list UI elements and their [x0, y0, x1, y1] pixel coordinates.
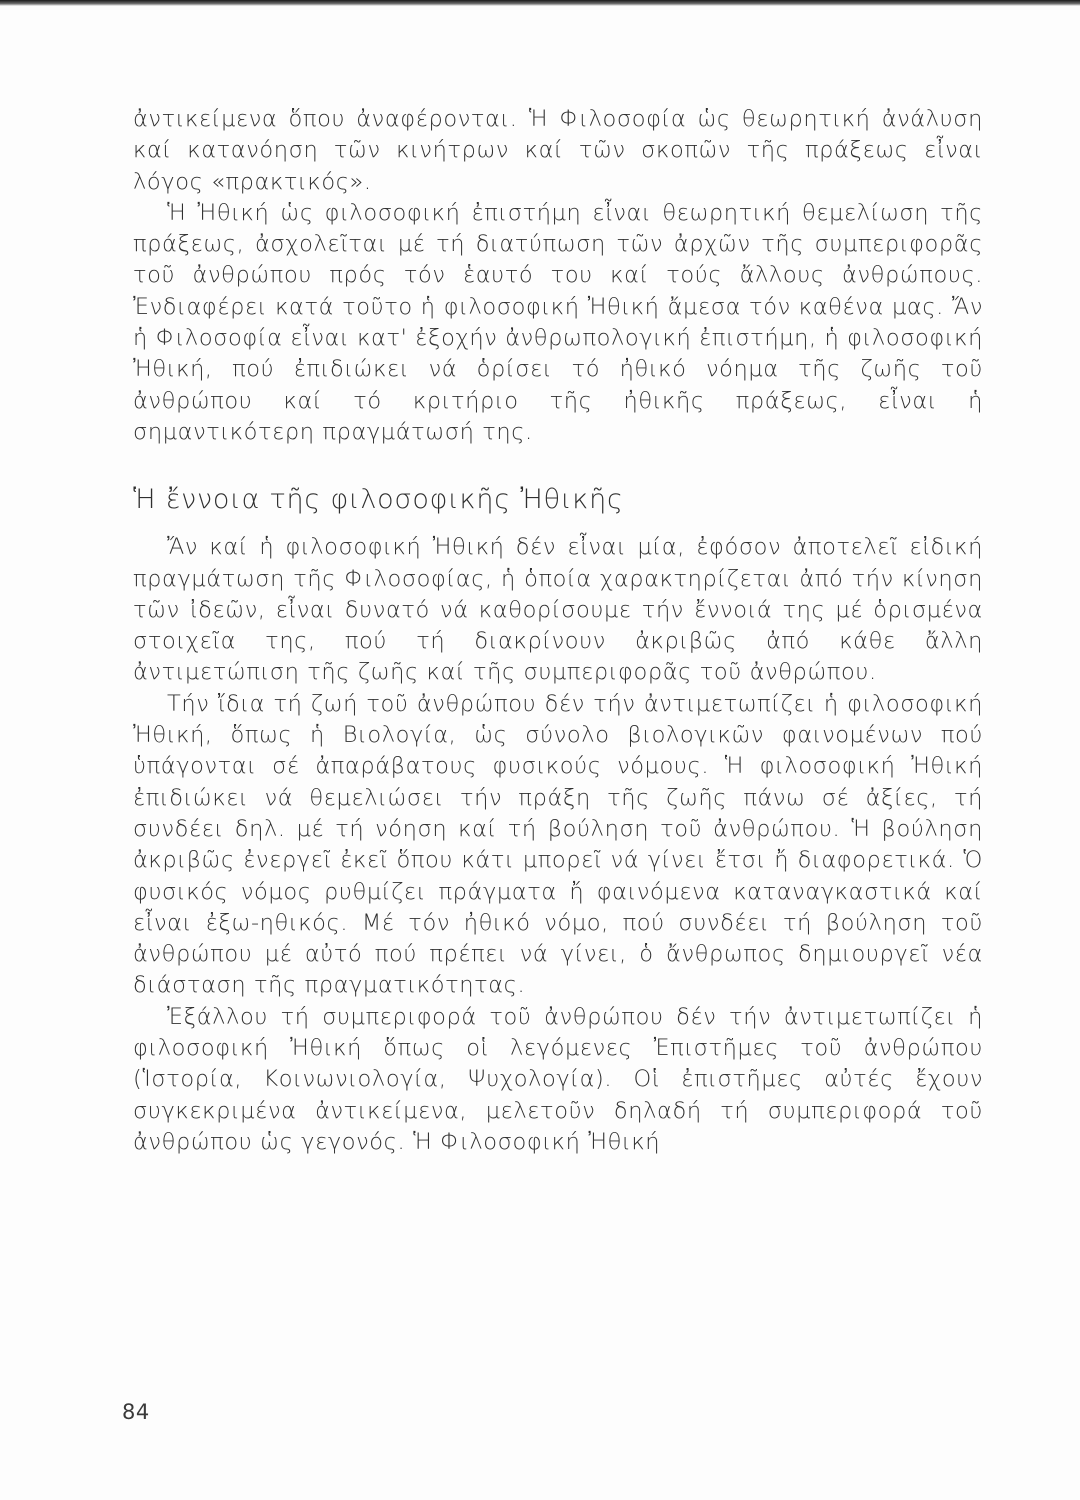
paragraph-continued: ἀντικείμενα ὅπου ἀναφέρονται. Ἡ Φιλοσοφία ὡς θεωρητική ἀνάλυση καί κατανόηση τῶν κινήτρων καί τῶν σκοπῶν τῆς πράξεως εἶναι λόγος «πρακτικός».	[133, 106, 983, 195]
paragraph-ethics-definition: Ἡ Ἠθική ὡς φιλοσοφική ἐπιστήμη εἶναι θεωρητική θεμελίωση τῆς πράξεως, ἀσχολεῖται μέ τή διατύπωση τῶν ἀρχῶν τῆς συμπεριφορᾶς τοῦ ἀνθρώπου πρός τόν ἑαυτό του καί τούς ἄλλους ἀνθρώπους. Ἐνδιαφέρει κατά τοῦτο ἡ φιλοσοφική Ἠθική ἄμεσα τόν καθένα μας. Ἄν ἡ Φιλοσοφία εἶναι κατ' ἐξοχήν ἀνθρωπολογική ἐπιστήμη, ἡ φιλοσοφική Ἠθική, πού ἐπιδιώκει νά ὁρίσει τό ἠθικό νόημα τῆς ζωῆς τοῦ ἀνθρώπου καί τό κριτήριο τῆς ἠθικῆς πράξεως, εἶναι ἡ σημαντικότερη πραγμάτωσή της.	[133, 199, 983, 445]
page-number: 84	[122, 1400, 150, 1424]
paragraph-human-sciences: Ἐξάλλου τή συμπεριφορά τοῦ ἀνθρώπου δέν τήν ἀντιμετωπίζει ἡ φιλοσοφική Ἠθική ὅπως οἱ λεγόμενες Ἐπιστῆμες τοῦ ἀνθρώπου (Ἱστορία, Κοινωνιολογία, Ψυχολογία). Οἱ ἐπιστῆμες αὐτές ἔχουν συγκεκριμένα ἀντικείμενα, μελετοῦν δηλαδή τή συμπεριφορά τοῦ ἀνθρώπου ὡς γεγονός. Ἡ Φιλοσοφική Ἠθική	[133, 1003, 983, 1155]
page-body	[133, 104, 983, 1158]
paragraph-concept: Ἄν καί ἡ φιλοσοφική Ἠθική δέν εἶναι μία, ἐφόσον ἀποτελεῖ εἰδική πραγμάτωση τῆς Φιλοσοφίας, ἡ ὁποία χαρακτηρίζεται ἀπό τήν κίνηση τῶν ἰδεῶν, εἶναι δυνατό νά καθορίσουμε τήν ἔννοιά της μέ ὁρισμένα στοιχεῖα της, πού τή διακρίνουν ἀκριβῶς ἀπό κάθε ἄλλη ἀντιμετώπιση τῆς ζωῆς καί τῆς συμπεριφορᾶς τοῦ ἀνθρώπου.	[133, 534, 983, 686]
section-title: Ἡ ἔννοια τῆς φιλοσοφικῆς Ἠθικῆς	[133, 484, 624, 516]
scan-edge	[0, 0, 1080, 6]
paragraph-biology: Τήν ἴδια τή ζωή τοῦ ἀνθρώπου δέν τήν ἀντιμετωπίζει ἡ φιλοσοφική Ἠθική, ὅπως ἡ Βιολογία, ὡς σύνολο βιολογικῶν φαινομένων πού ὑπάγονται σέ ἀπαράβατους φυσικούς νόμους. Ἡ φιλοσοφική Ἠθική ἐπιδιώκει νά θεμελιώσει τήν πράξη τῆς ζωῆς πάνω σέ ἀξίες, τή συνδέει δηλ. μέ τή νόηση καί τή βούληση τοῦ ἀνθρώπου. Ἡ βούληση ἀκριβῶς ἐνεργεῖ ἐκεῖ ὅπου κάτι μπορεῖ νά γίνει ἔτσι ἤ διαφορετικά. Ὁ φυσικός νόμος ρυθμίζει πράγματα ἤ φαινόμενα καταναγκαστικά καί εἶναι ἐξω-ηθικός. Μέ τόν ἠθικό νόμο, πού συνδέει τή βούληση τοῦ ἀνθρώπου μέ αὐτό πού πρέπει νά γίνει, ὁ ἄνθρωπος δημιουργεῖ νέα διάσταση τῆς πραγματικότητας.	[133, 690, 983, 999]
